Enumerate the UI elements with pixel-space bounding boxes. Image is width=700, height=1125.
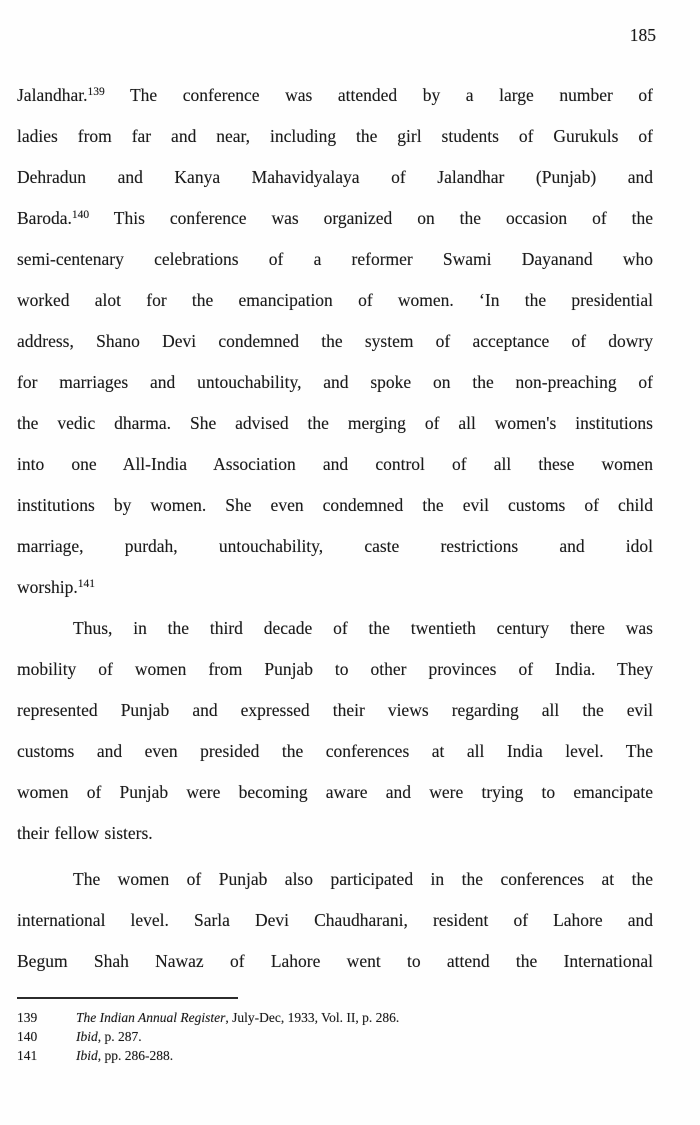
text-segment: Thus, in the third decade of the twentieth century there was — [73, 618, 653, 638]
text-line — [17, 239, 653, 280]
text-line — [17, 526, 653, 567]
footnote-row — [17, 1027, 653, 1046]
text-segment: represented Punjab and expressed their views regarding all the evil — [17, 700, 653, 720]
text-line — [17, 941, 653, 982]
text-segment: for marriages and untouchability, and spoke on the non-preaching of — [17, 372, 653, 392]
text-line — [17, 280, 653, 321]
text-line — [17, 772, 653, 813]
text-segment: The women of Punjab also participated in the conferences at the — [73, 869, 653, 889]
text-line — [17, 731, 653, 772]
text-segment: semi-centenary celebrations of a reformer Swami Dayanand who — [17, 249, 653, 269]
text-line — [17, 75, 653, 116]
footnote-marker: 139 — [87, 85, 105, 98]
footnote-text — [76, 1008, 653, 1027]
text-segment: the vedic dharma. She advised the merging of all women's institutions — [17, 413, 653, 433]
footnote-marker: 141 — [77, 577, 96, 590]
text-line — [17, 485, 653, 526]
italic-text: The Indian Annual Register — [76, 1010, 226, 1025]
text-line — [17, 362, 653, 403]
text-line — [17, 116, 653, 157]
text-segment: Dehradun and Kanya Mahavidyalaya of Jalandhar (Punjab) and — [17, 167, 653, 187]
footnote-separator — [17, 997, 238, 999]
text-segment: customs and even presided the conferences at all India level. The — [17, 741, 653, 761]
text-segment: their fellow sisters. — [17, 823, 153, 843]
paragraph — [17, 75, 653, 608]
text-segment: , July-Dec, 1933, Vol. II, p. 286. — [225, 1010, 400, 1025]
text-segment: The conference was attended by a large number of — [104, 85, 653, 105]
text-line — [17, 900, 653, 941]
text-segment: , pp. 286-288. — [97, 1048, 174, 1063]
footnote-list — [17, 1008, 653, 1065]
text-segment: Baroda. — [17, 208, 72, 228]
text-segment: worship. — [17, 577, 78, 597]
footnote-number: 140 — [17, 1029, 38, 1044]
text-segment: , p. 287. — [97, 1029, 142, 1044]
paragraph — [17, 859, 653, 982]
page-body — [17, 75, 653, 982]
text-line — [17, 690, 653, 731]
text-line — [17, 444, 653, 485]
text-segment: women of Punjab were becoming aware and were trying to emancipate — [17, 782, 653, 802]
text-line — [17, 813, 653, 854]
text-segment: This conference was organized on the occasion of the — [89, 208, 653, 228]
footnote-text — [76, 1046, 653, 1065]
footnote-text — [76, 1027, 653, 1046]
italic-text: Ibid — [76, 1029, 98, 1044]
footnote-number: 139 — [17, 1010, 38, 1025]
page-number: 185 — [629, 25, 656, 45]
text-segment: institutions by women. She even condemned the evil customs of child — [17, 495, 653, 515]
text-segment: into one All-India Association and control of all these women — [17, 454, 653, 474]
text-line — [17, 198, 653, 239]
text-line — [17, 649, 653, 690]
footnote-row — [17, 1008, 653, 1027]
text-line — [17, 403, 653, 444]
text-segment: international level. Sarla Devi Chaudharani, resident of Lahore and — [17, 910, 653, 930]
text-segment: Jalandhar. — [17, 85, 88, 105]
text-line — [17, 567, 653, 608]
paragraph — [17, 608, 653, 854]
text-line — [17, 157, 653, 198]
text-line — [17, 321, 653, 362]
text-segment: mobility of women from Punjab to other provinces of India. They — [17, 659, 653, 679]
text-segment: worked alot for the emancipation of women. ‘In the presidential — [17, 290, 653, 310]
text-line — [17, 608, 653, 649]
footnotes-section — [17, 997, 653, 1065]
text-line — [17, 859, 653, 900]
text-segment: marriage, purdah, untouchability, caste restrictions and idol — [17, 536, 653, 556]
footnote-row — [17, 1046, 653, 1065]
text-segment: address, Shano Devi condemned the system of acceptance of dowry — [17, 331, 653, 351]
footnote-number: 141 — [17, 1048, 38, 1063]
italic-text: Ibid — [76, 1048, 98, 1063]
footnote-marker: 140 — [71, 208, 90, 221]
text-segment: ladies from far and near, including the girl students of Gurukuls of — [17, 126, 653, 146]
text-segment: Begum Shah Nawaz of Lahore went to attend the International — [17, 951, 653, 971]
